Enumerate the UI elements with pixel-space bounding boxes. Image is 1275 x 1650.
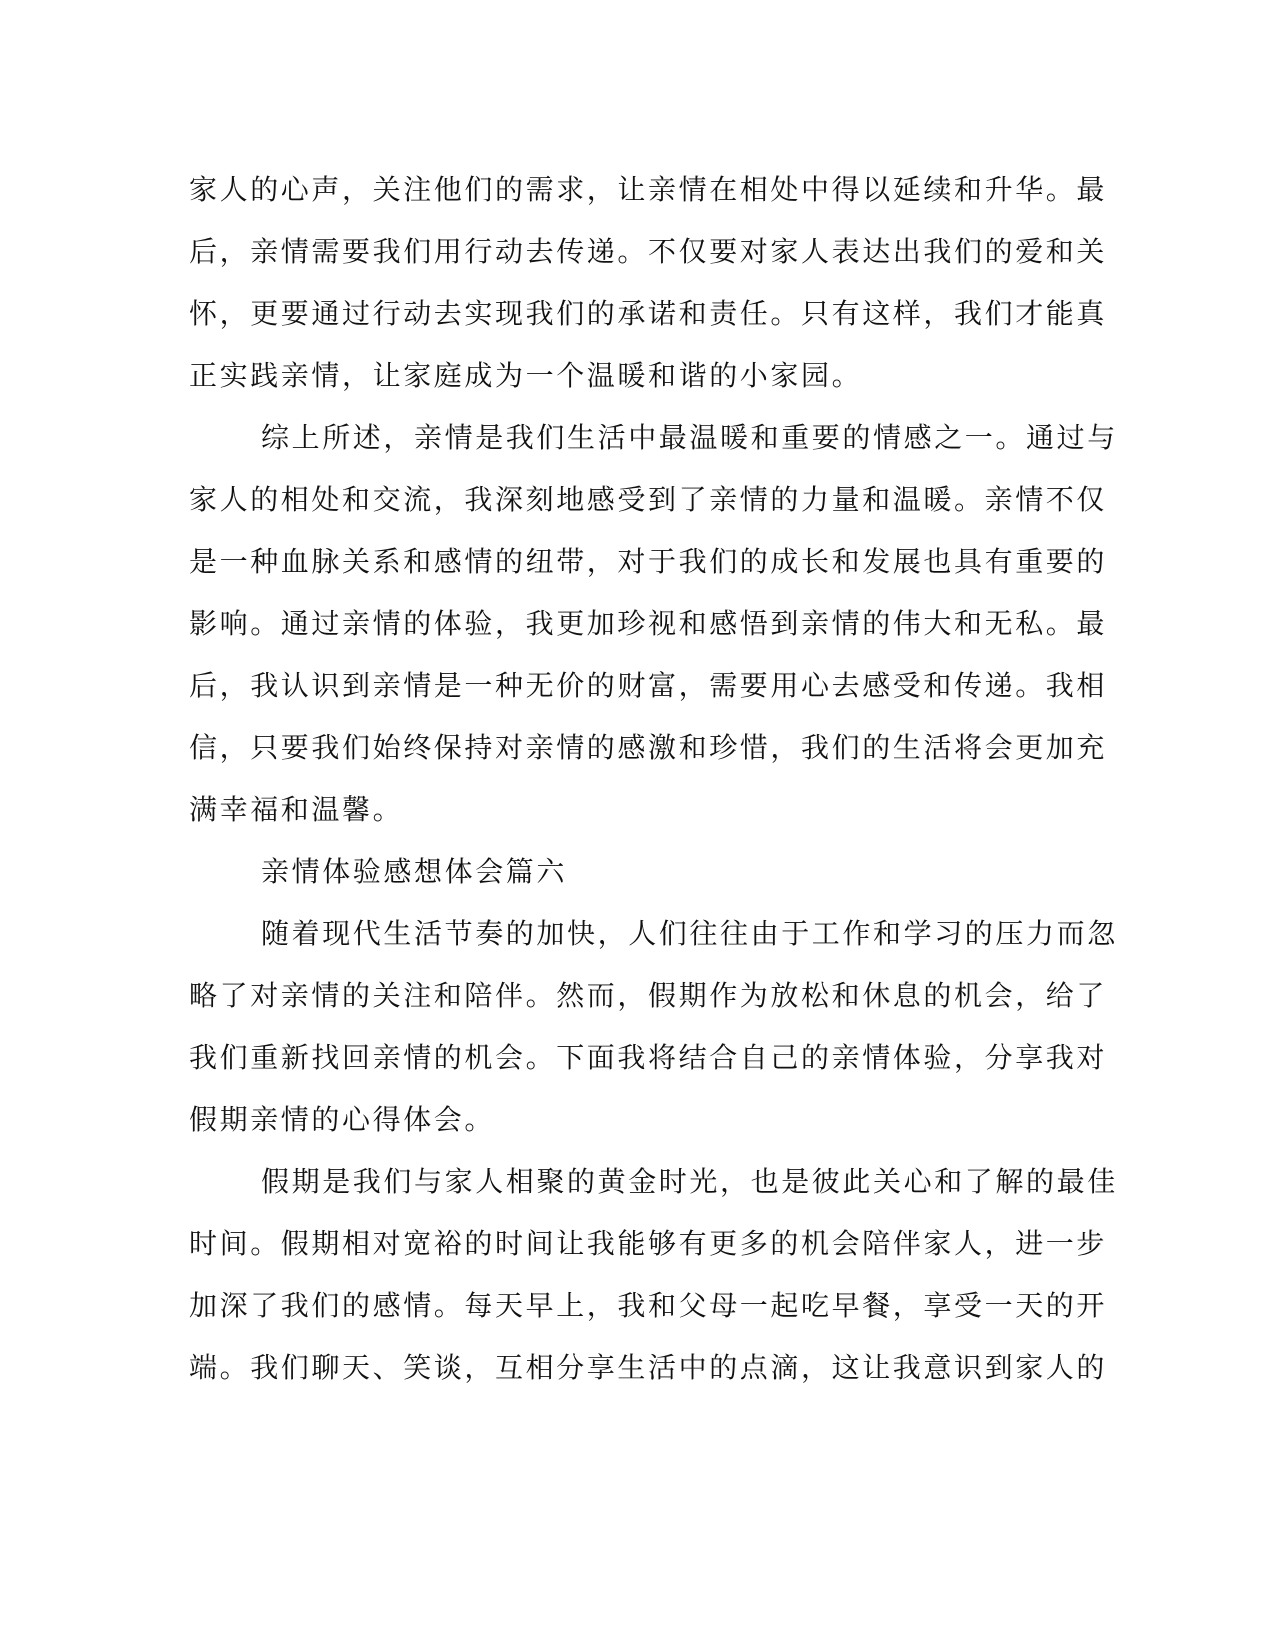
paragraph-line: 正实践亲情，让家庭成为一个温暖和谐的小家园。 xyxy=(189,359,863,392)
paragraph-line: 略了对亲情的关注和陪伴。然而，假期作为放松和休息的机会，给了 xyxy=(189,979,1108,1012)
paragraph-line: 端。我们聊天、笑谈，互相分享生活中的点滴，这让我意识到家人的 xyxy=(189,1351,1108,1384)
paragraph-line: 假期亲情的心得体会。 xyxy=(189,1103,496,1136)
paragraph-line: 综上所述，亲情是我们生活中最温暖和重要的情感之一。通过与 xyxy=(261,421,1118,454)
document-body xyxy=(189,159,1118,1399)
paragraph-line: 怀，更要通过行动去实现我们的承诺和责任。只有这样，我们才能真 xyxy=(189,297,1108,330)
paragraph-line: 时间。假期相对宽裕的时间让我能够有更多的机会陪伴家人，进一步 xyxy=(189,1227,1108,1260)
paragraph-line: 信，只要我们始终保持对亲情的感激和珍惜，我们的生活将会更加充 xyxy=(189,731,1108,764)
paragraph-line: 是一种血脉关系和感情的纽带，对于我们的成长和发展也具有重要的 xyxy=(189,545,1108,578)
section-heading: 亲情体验感想体会篇六 xyxy=(261,855,568,888)
paragraph-line: 满幸福和温馨。 xyxy=(189,793,404,826)
paragraph-line: 后，我认识到亲情是一种无价的财富，需要用心去感受和传递。我相 xyxy=(189,669,1108,702)
paragraph-line: 家人的相处和交流，我深刻地感受到了亲情的力量和温暖。亲情不仅 xyxy=(189,483,1108,516)
paragraph-line: 加深了我们的感情。每天早上，我和父母一起吃早餐，享受一天的开 xyxy=(189,1289,1108,1322)
paragraph-line: 家人的心声，关注他们的需求，让亲情在相处中得以延续和升华。最 xyxy=(189,173,1108,206)
paragraph-line: 随着现代生活节奏的加快，人们往往由于工作和学习的压力而忽 xyxy=(261,917,1118,950)
paragraph-line: 后，亲情需要我们用行动去传递。不仅要对家人表达出我们的爱和关 xyxy=(189,235,1108,268)
paragraph-line: 影响。通过亲情的体验，我更加珍视和感悟到亲情的伟大和无私。最 xyxy=(189,607,1108,640)
paragraph-line: 我们重新找回亲情的机会。下面我将结合自己的亲情体验，分享我对 xyxy=(189,1041,1108,1074)
paragraph-line: 假期是我们与家人相聚的黄金时光，也是彼此关心和了解的最佳 xyxy=(261,1165,1118,1198)
